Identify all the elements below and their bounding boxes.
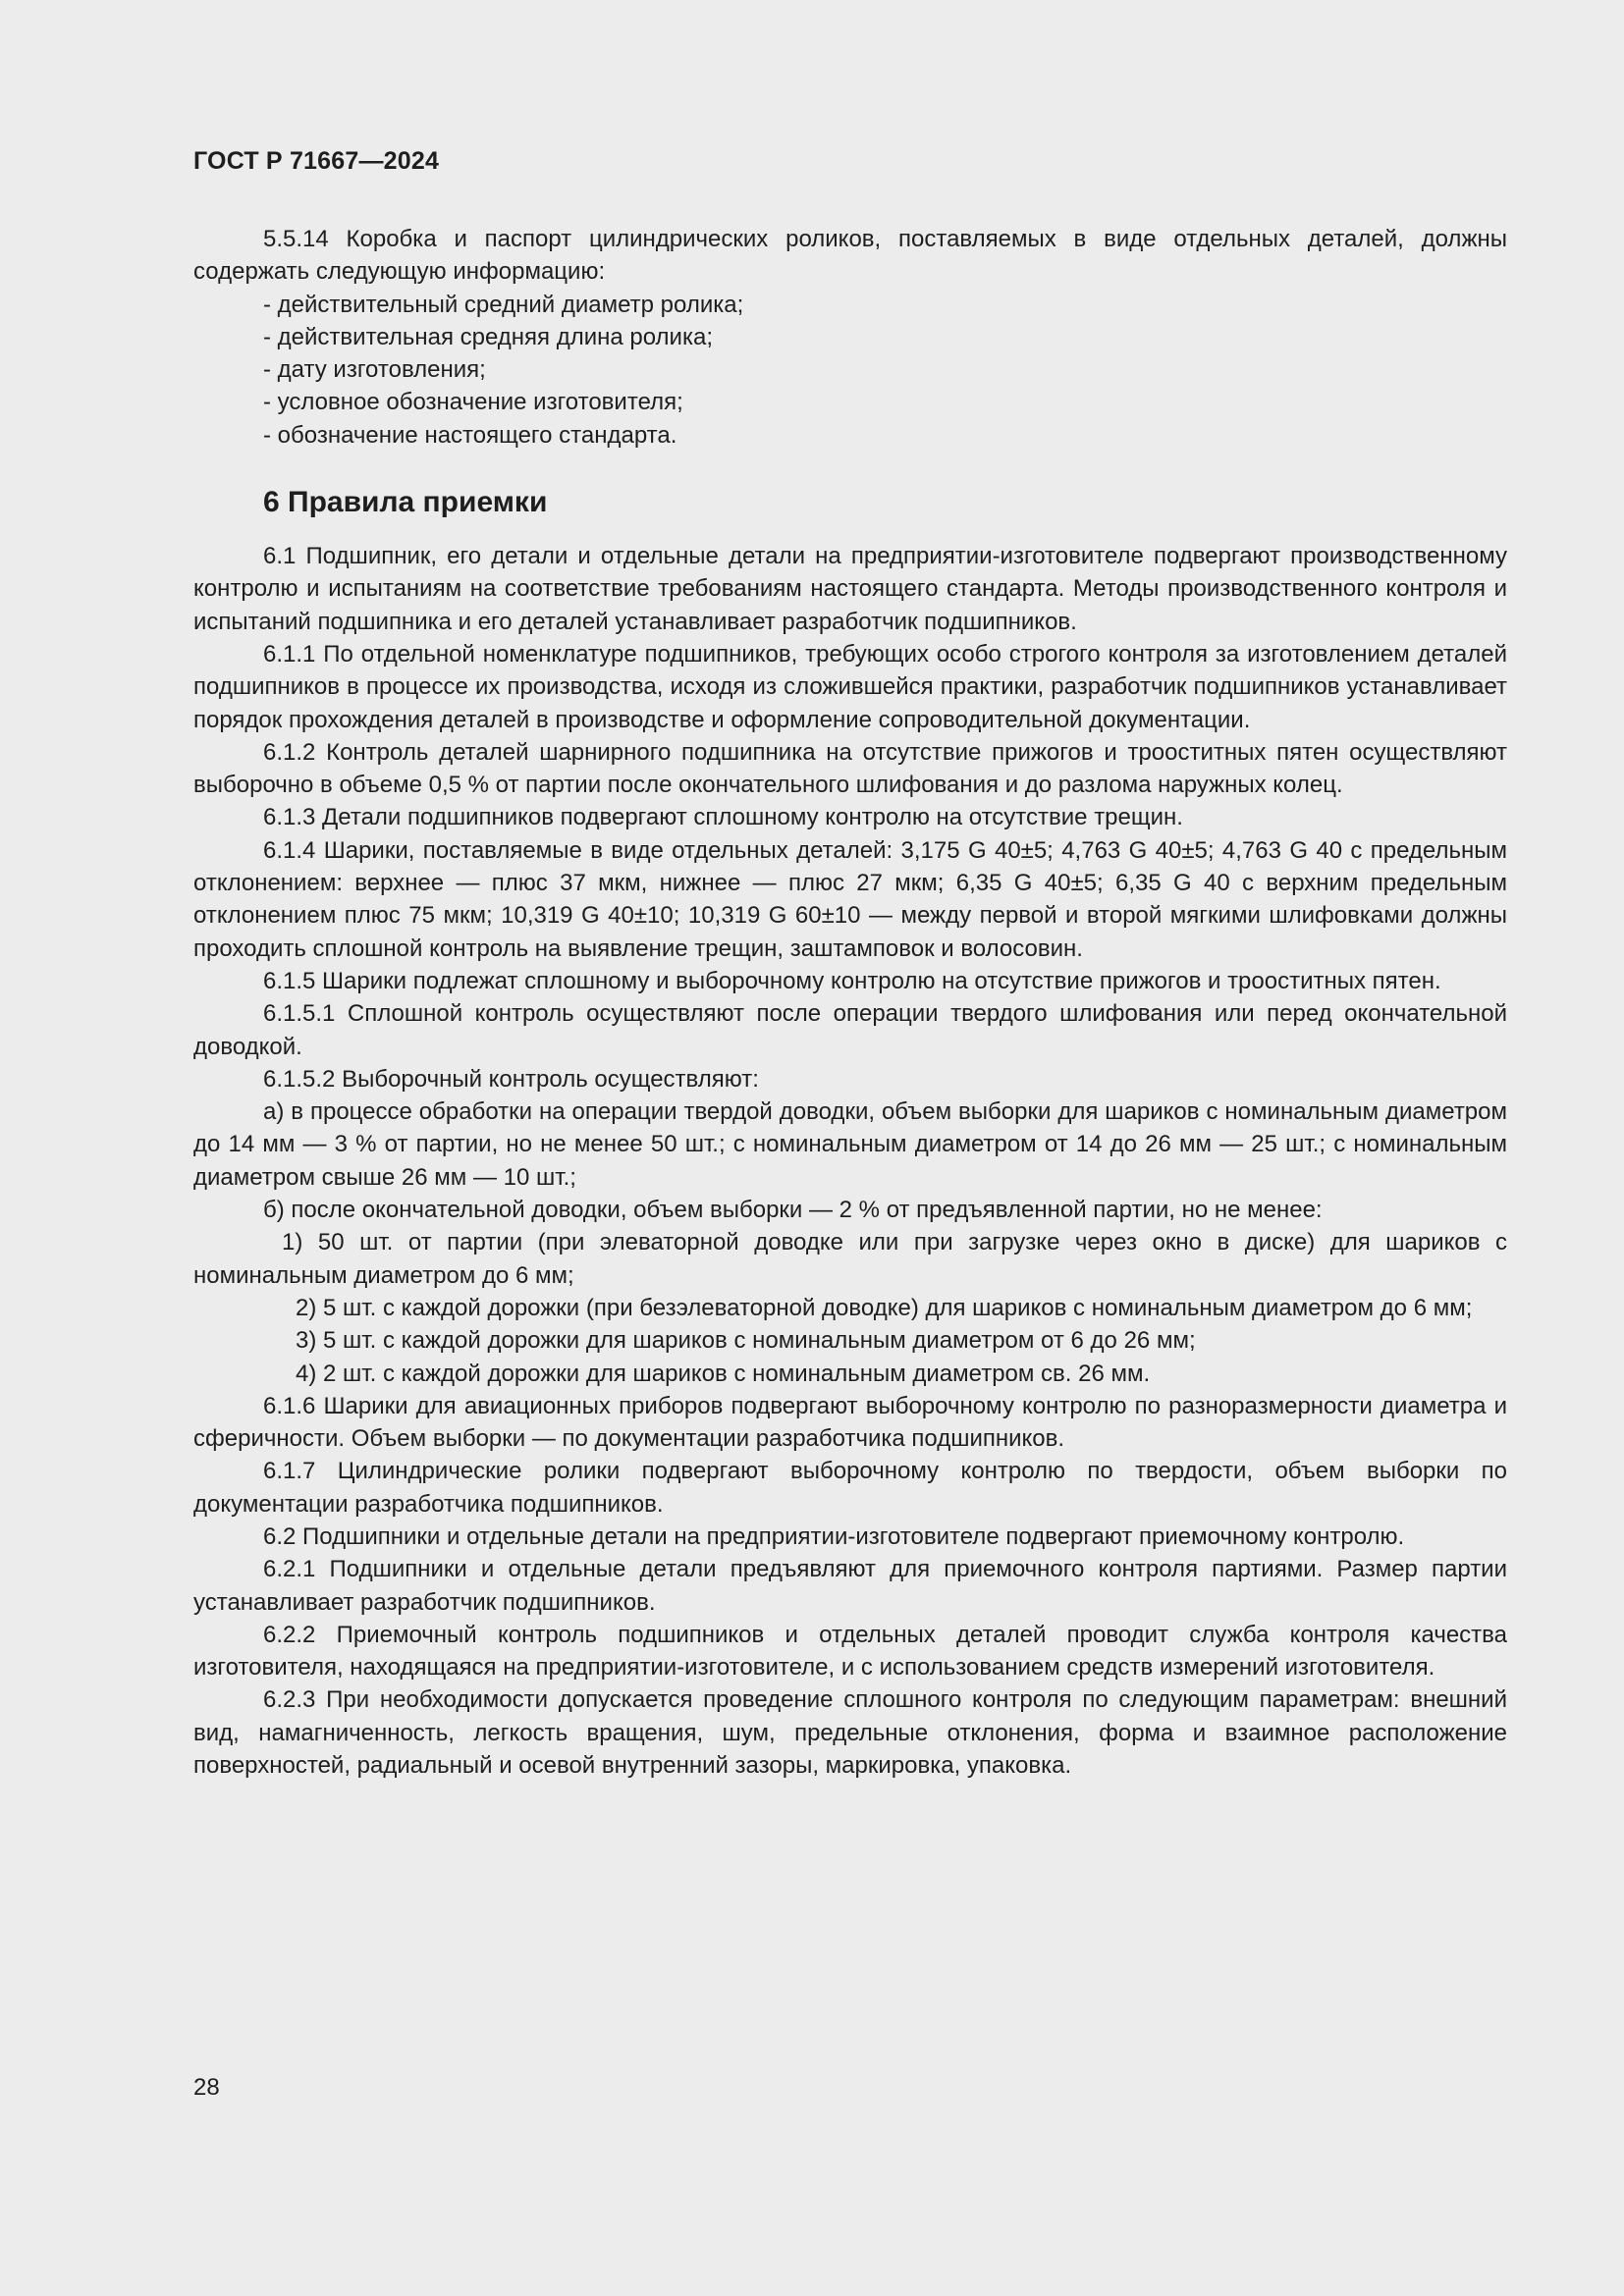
paragraph-6-1-5: 6.1.5 Шарики подлежат сплошному и выборочному контролю на отсутствие прижогов и трооститных пятен. bbox=[263, 967, 1441, 994]
sub-item-4: 4) 2 шт. с каждой дорожки для шариков с номинальным диаметром св. 26 мм. bbox=[296, 1360, 1151, 1387]
paragraph-6-1-2: 6.1.2 Контроль деталей шарнирного подшипника на отсутствие прижогов и трооститных пятен осуществляют выборочно в объеме 0,5 % от партии после окончательного шлифования и до разлома наружных колец. bbox=[193, 738, 1507, 799]
paragraph-6-1-5-2: 6.1.5.2 Выборочный контроль осуществляют: bbox=[263, 1065, 759, 1093]
list-item: - действительная средняя длина ролика; bbox=[263, 323, 714, 350]
list-item-a: а) в процессе обработки на операции твердой доводки, объем выборки для шариков с номинальным диаметром до 14 мм — 3 % от партии, но не менее 50 шт.; с номинальным диаметром от 14 до 26 мм — 25 шт.; с номинальным диаметром свыше 26 мм — 10 шт.; bbox=[193, 1098, 1507, 1191]
sub-item-2: 2) 5 шт. с каждой дорожки (при безэлеваторной доводке) для шариков с номинальным диаметром до 6 мм; bbox=[296, 1294, 1473, 1321]
paragraph-6-2-2: 6.2.2 Приемочный контроль подшипников и отдельных деталей проводит служба контроля качества изготовителя, находящаяся на предприятии-изготовителе, и с использованием средств измерений изготовителя. bbox=[193, 1621, 1507, 1682]
document-code-header: ГОСТ Р 71667—2024 bbox=[193, 147, 440, 175]
paragraph-6-1-6: 6.1.6 Шарики для авиационных приборов подвергают выборочному контролю по разноразмерности диаметра и сферичности. Объем выборки — по документации разработчика подшипников. bbox=[193, 1392, 1507, 1453]
paragraph-6-1-1: 6.1.1 По отдельной номенклатуре подшипников, требующих особо строгого контроля за изготовлением деталей подшипников в процессе их производства, исходя из сложившейся практики, разработчик подшипников устанавливает порядок прохождения деталей в производстве и оформление сопроводительной документации. bbox=[193, 640, 1507, 733]
list-item: - условное обозначение изготовителя; bbox=[263, 389, 683, 416]
list-item: - действительный средний диаметр ролика; bbox=[263, 291, 744, 318]
paragraph-6-1-4: 6.1.4 Шарики, поставляемые в виде отдельных деталей: 3,175 G 40±5; 4,763 G 40±5; 4,763 G 40 с предельным отклонением: верхнее — плюс 37 мкм, нижнее — плюс 27 мкм; 6,35 G 40±5; 6,35 G 40 с верхним предельным отклонением плюс 75 мкм; 10,319 G 40±10; 10,319 G 60±10 — между первой и второй мягкими шлифовками должны проходить сплошной контроль на выявление трещин, заштамповок и волосовин. bbox=[193, 836, 1507, 962]
section-title: 6 Правила приемки bbox=[263, 486, 548, 519]
paragraph-5-5-14: 5.5.14 Коробка и паспорт цилиндрических роликов, поставляемых в виде отдельных деталей, должны содержать следующую информацию: bbox=[193, 226, 1507, 286]
sub-item-1: 1) 50 шт. от партии (при элеваторной доводке или при загрузке через окно в диске) для шариков с номинальным диаметром до 6 мм; bbox=[193, 1229, 1507, 1289]
paragraph-6-1-7: 6.1.7 Цилиндрические ролики подвергают выборочному контролю по твердости, объем выборки по документации разработчика подшипников. bbox=[193, 1458, 1507, 1518]
paragraph-6-2-1: 6.2.1 Подшипники и отдельные детали предъявляют для приемочного контроля партиями. Размер партии устанавливает разработчик подшипников. bbox=[193, 1556, 1507, 1616]
list-item-b: б) после окончательной доводки, объем выборки — 2 % от предъявленной партии, но не менее: bbox=[263, 1197, 1323, 1224]
paragraph-6-2: 6.2 Подшипники и отдельные детали на предприятии-изготовителе подвергают приемочному контролю. bbox=[263, 1522, 1405, 1550]
list-item: - дату изготовления; bbox=[263, 356, 486, 384]
paragraph-6-2-3: 6.2.3 При необходимости допускается проведение сплошного контроля по следующим параметрам: внешний вид, намагниченность, легкость вращения, шум, предельные отклонения, форма и взаимное расположение поверхностей, радиальный и осевой внутренний зазоры, маркировка, упаковка. bbox=[193, 1686, 1507, 1780]
list-item: - обозначение настоящего стандарта. bbox=[263, 421, 677, 449]
paragraph-6-1: 6.1 Подшипник, его детали и отдельные детали на предприятии-изготовителе подвергают производственному контролю и испытаниям на соответствие требованиям настоящего стандарта. Методы производственного контроля и испытаний подшипника и его деталей устанавливает разработчик подшипников. bbox=[193, 543, 1507, 635]
page-number: 28 bbox=[193, 2074, 220, 2101]
document-body bbox=[193, 223, 1507, 1782]
paragraph-6-1-5-1: 6.1.5.1 Сплошной контроль осуществляют после операции твердого шлифования или перед окончательной доводкой. bbox=[193, 1000, 1507, 1060]
paragraph-6-1-3: 6.1.3 Детали подшипников подвергают сплошному контролю на отсутствие трещин. bbox=[263, 804, 1183, 831]
sub-item-3: 3) 5 шт. с каждой дорожки для шариков с номинальным диаметром от 6 до 26 мм; bbox=[296, 1327, 1196, 1355]
